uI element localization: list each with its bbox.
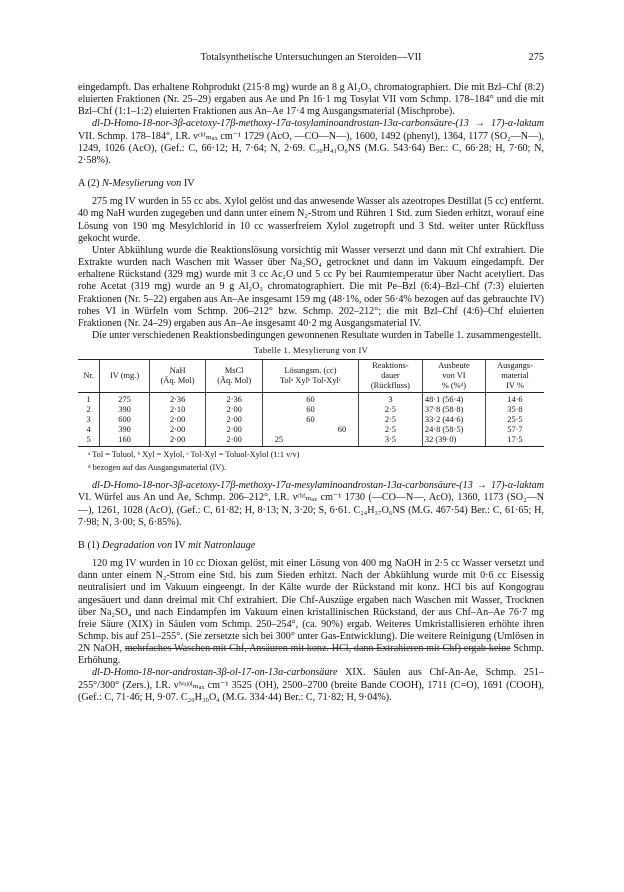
- table-cell: [295, 425, 326, 435]
- compound-name: dl-D-Homo-18-nor-3β-acetoxy-17β-methoxy-17α-tosylaminoandrostan-13α-carbonsäure-(13 → 17)-α-laktam: [92, 118, 544, 130]
- table-row: [78, 405, 544, 415]
- table-cell: 2·00: [149, 415, 206, 425]
- table-cell: 60: [306, 405, 315, 415]
- table-cell: 60: [337, 425, 347, 435]
- table-cell: [295, 435, 326, 447]
- table-cell: 25: [262, 435, 294, 447]
- table-cell: 160: [100, 435, 150, 447]
- table-cell: [326, 415, 358, 425]
- table-row: [78, 425, 544, 435]
- table-cell: 3: [86, 415, 91, 425]
- col-starting: Ausgangs- material IV %: [485, 360, 544, 393]
- table-cell: 2·5: [358, 405, 422, 415]
- paragraph: Die unter verschiedenen Reaktionsbedingungen gewonnenen Resultate wurden in Tabelle 1. zusammengestellt.: [92, 329, 542, 341]
- table-cell: [262, 415, 294, 425]
- struck-text: mehrfaches Waschen mit Chf, Ansäuren mit konz. HCl, dann Extrahieren mit Chf) ergab keine: [124, 643, 511, 655]
- compound-data: VII. Schmp. 178–184°, I.R. νᶜʰᶠₘₐₓ cm⁻¹ 1729 (AcO, —CO—N—), 1600, 1492 (phenyl), 1364, 1177 (SO₂—N—), 1249, 1026 (AcO), (Gef.: C, 66·12; H, 7·64; N, 2·69. C₃₀H₄₁O₆NS (M.G. 543·64) Ber.: C, 66·28; H, 7·60; N, 2·58%).: [78, 130, 544, 166]
- paragraph: Unter Abkühlung wurde die Reaktionslösung vorsichtig mit Wasser verserzt und dann mit Chf extrahiert. Die Extrakte wurden nach Waschen mit Wasser über Na₂SO₄ getrocknet und dann im Vakuum eingedampft. Der erhaltene Rückstand (329 mg) wurde mit 3 cc Ac₂O und 5 cc Py bei Raumtemperatur über Nacht acetyliert. Das rohe Acetat (319 mg) wurde an 9 g Al₂O₃ chromatographiert. Die mit Pe–Bzl (6:4)–Bzl–Chf (7:3) eluierten Fraktionen (Nr. 5–22) ergaben aus An–Ae insgesamt 159 mg (48·1%, oder 56·4% bezogen auf das gebrauchte IV) rohes VI in Würfeln vom Schmp. 206–212° bzw. Schmp. 202–212°; die mit Bzl–Chf (4:6)–Chf eluierten Fraktionen (Nr. 24–29) ergaben aus An–Ae insgesamt 40·2 mg Ausgangsmaterial IV.: [78, 244, 544, 329]
- compound-name: dl-D-Homo-18-nor-androstan-3β-ol-17-on-13α-carbonsäure: [92, 667, 338, 679]
- compound-data: VI. Würfel aus An und Ae, Schmp. 206–212°, I.R. νᶜʰᶠₘₐₓ cm⁻¹ 1730 (—CO—N—, AcO), 1360, 1173 (SO₂—N—), 1261, 1028 (AcO), (Gef.: C, 61·82; H, 8·13; N, 3·20; S, 6·61. C₂₄H₃₇O₆NS (M.G. 467·54) Ber.: C, 61·65; H, 7·98; N, 3·00; S, 6·85%).: [78, 492, 544, 528]
- table-cell: 390: [100, 425, 150, 435]
- table-cell: 60: [306, 415, 315, 425]
- paragraph: 120 mg IV wurden in 10 cc Dioxan gelöst, mit einer Lösung von 400 mg NaOH in 2·5 cc Wasser versetzt und dann unter einem N₂-Strom eine Std. bis zum Sieden erhitzt. Nach der Abkühlung wurde mit 0·6 cc Eisessig neutralisiert und im Vakuum eingeengt. In der Kälte wurde der Rückstand mit konz. HCl bis auf Kongograu angesäuert und dann dreimal mit Chf extrahiert. Die Chf-Auszüge ergaben nach Waschen mit Wasser, Trocknen über Na₂SO₄ und nach Eindampfen im Vakuum einen kristallinischen Rückstand, der aus Chf–An–Ae 76·7 mg freie Säure (XIX) in Säulen vom Schmp. 250–254°, (ca. 90%) ergab. Weiteres Umkristallisieren erhöhte ihren Schmp. bis auf 251–255°. (Sie zersetzte sich bei 300° unter Gas-Entwicklung). Die weitere Reinigung (Umlösen in 2N NaOH, mehrfaches Waschen mit Chf, Ansäuren mit konz. HCl, dann Extrahieren mit Chf) ergab keine Schmp. Erhöhung.: [78, 558, 544, 667]
- table-cell: 2·36: [149, 393, 206, 406]
- table-cell: 2·00: [206, 405, 263, 415]
- table-cell: 25·5: [485, 415, 544, 425]
- table-cell: [326, 393, 358, 406]
- table-cell: 14·6: [485, 393, 544, 406]
- table-footnote: ᵃ Tol = Toluol, ᵇ Xyl = Xylol, ᶜ Tol-Xyl = Toluol-Xylol (1:1 v/v): [88, 450, 300, 460]
- table-header-row: [78, 360, 544, 393]
- table-cell: 1: [86, 395, 91, 405]
- paragraph: 275 mg IV wurden in 55 cc abs. Xylol gelöst und das anwesende Wasser als azeotropes Destillat (5 cc) entfernt. 40 mg NaH wurden zugegeben und dann unter einem N₂-Strom und Rühren 1 Std. zum Sieden erhitzt, worauf eine Lösung von 190 mg Mesylchlorid in 10 cc wasserfreiem Xylol zugetropft und 3 Std. weiter unter Rückfluss gekocht wurde.: [78, 196, 544, 244]
- document-page: [78, 52, 544, 704]
- table-cell: [262, 405, 294, 415]
- table-cell: 2·00: [149, 435, 206, 447]
- mesylation-table: [78, 359, 544, 447]
- table-cell: 5: [78, 435, 100, 447]
- table-cell: 3·5: [358, 435, 422, 447]
- col-nr: Nr.: [78, 360, 100, 393]
- section-heading: B (1) Degradation von IV mit Natronlauge: [78, 539, 256, 551]
- page-number: 275: [528, 52, 544, 63]
- table-cell: [326, 435, 358, 447]
- table-row: [78, 435, 544, 447]
- compound-paragraph: [78, 667, 544, 703]
- running-header: [78, 52, 544, 66]
- table-cell: 600: [100, 415, 150, 425]
- table-cell: 390: [100, 405, 150, 415]
- table-body: [78, 393, 544, 447]
- table-cell: 2·10: [149, 405, 206, 415]
- table-cell: 33·2 (44·6): [422, 415, 485, 425]
- table-cell: 35·8: [485, 405, 544, 415]
- table-cell: 57·7: [485, 425, 544, 435]
- section-heading: A (2) N-Mesylierung von IV: [78, 178, 195, 190]
- table-cell: 2·00: [206, 435, 263, 447]
- table-caption: Tabelle 1. Mesylierung von IV: [253, 345, 369, 356]
- table-cell: 2: [86, 405, 91, 415]
- col-solvent: Lösungsm. (cc) Tolᵃ Xylᵇ Tol-Xylᶜ: [262, 360, 358, 393]
- table-cell: 2·5: [358, 415, 422, 425]
- table-cell: 275: [100, 393, 150, 406]
- table-cell: 3: [358, 393, 422, 406]
- table-footnote: ᵈ bezogen auf das Ausgangsmaterial (IV).: [88, 463, 227, 473]
- table-cell: 4: [86, 425, 91, 435]
- table-row: [78, 415, 544, 425]
- compound-paragraph: [78, 118, 544, 167]
- table-row: [78, 393, 544, 406]
- table-cell: 2·00: [206, 415, 263, 425]
- col-nah: NaH (Äq. Mol): [149, 360, 206, 393]
- compound-paragraph: [78, 480, 544, 529]
- paragraph: eingedampft. Das erhaltene Rohprodukt (215·8 mg) wurde an 8 g Al₂O₃ chromatographiert. Die mit Bzl–Chf (8:2) eluierten Fraktionen (Nr. 25–29) ergaben aus Ae und Pn 16·1 mg Tosylat VII vom Schmp. 178–184° und die mit Bzl–Chf (1:1–1:2) eluierten Fraktionen aus An–Ae 17·4 mg Ausgangsmaterial (Mischprobe).: [78, 82, 544, 118]
- col-duration: Reaktions- dauer (Rückfluss): [358, 360, 422, 393]
- table-cell: 37·8 (58·8): [422, 405, 485, 415]
- running-title: Totalsynthetische Untersuchungen an Steroiden—VII: [200, 52, 422, 63]
- compound-name: dl-D-Homo-18-nor-3β-acetoxy-17β-methoxy-17α-mesylaminoandrostan-13α-carbonsäure-(13 → 17)-α-laktam: [92, 480, 544, 492]
- table-cell: 32 (39·0): [422, 435, 485, 447]
- table-cell: 17·5: [485, 435, 544, 447]
- table-cell: 2·5: [358, 425, 422, 435]
- col-iv: IV (mg.): [100, 360, 150, 393]
- table-cell: 48·1 (56·4): [422, 393, 485, 406]
- table-cell: 2·00: [206, 425, 263, 435]
- col-mscl: MsCl (Äq. Mol): [206, 360, 263, 393]
- table-cell: [262, 393, 294, 406]
- table-cell: [326, 405, 358, 415]
- table-cell: 24·8 (58·5): [422, 425, 485, 435]
- compound-data: XIX. Säulen aus Chf-An-Ae, Schmp. 251–255°/300° (Zers.), I.R. νᴺᵘʲᵒˡₘₐₓ cm⁻¹ 3525 (OH), 2500–2700 (breite Bande COOH), 1711 (C=O), 1691 (COOH), (Gef.: C, 71·46; H, 9·07. C₂₀H₃₀O₄ (M.G. 334·44) Ber.: C, 71·82; H, 9·04%).: [78, 667, 544, 703]
- table-cell: 60: [306, 395, 315, 405]
- table-cell: [262, 425, 294, 435]
- table-cell: 2·36: [206, 393, 263, 406]
- table-cell: 2·00: [149, 425, 206, 435]
- col-yield: Ausbeute von VI % (%ᵈ): [422, 360, 485, 393]
